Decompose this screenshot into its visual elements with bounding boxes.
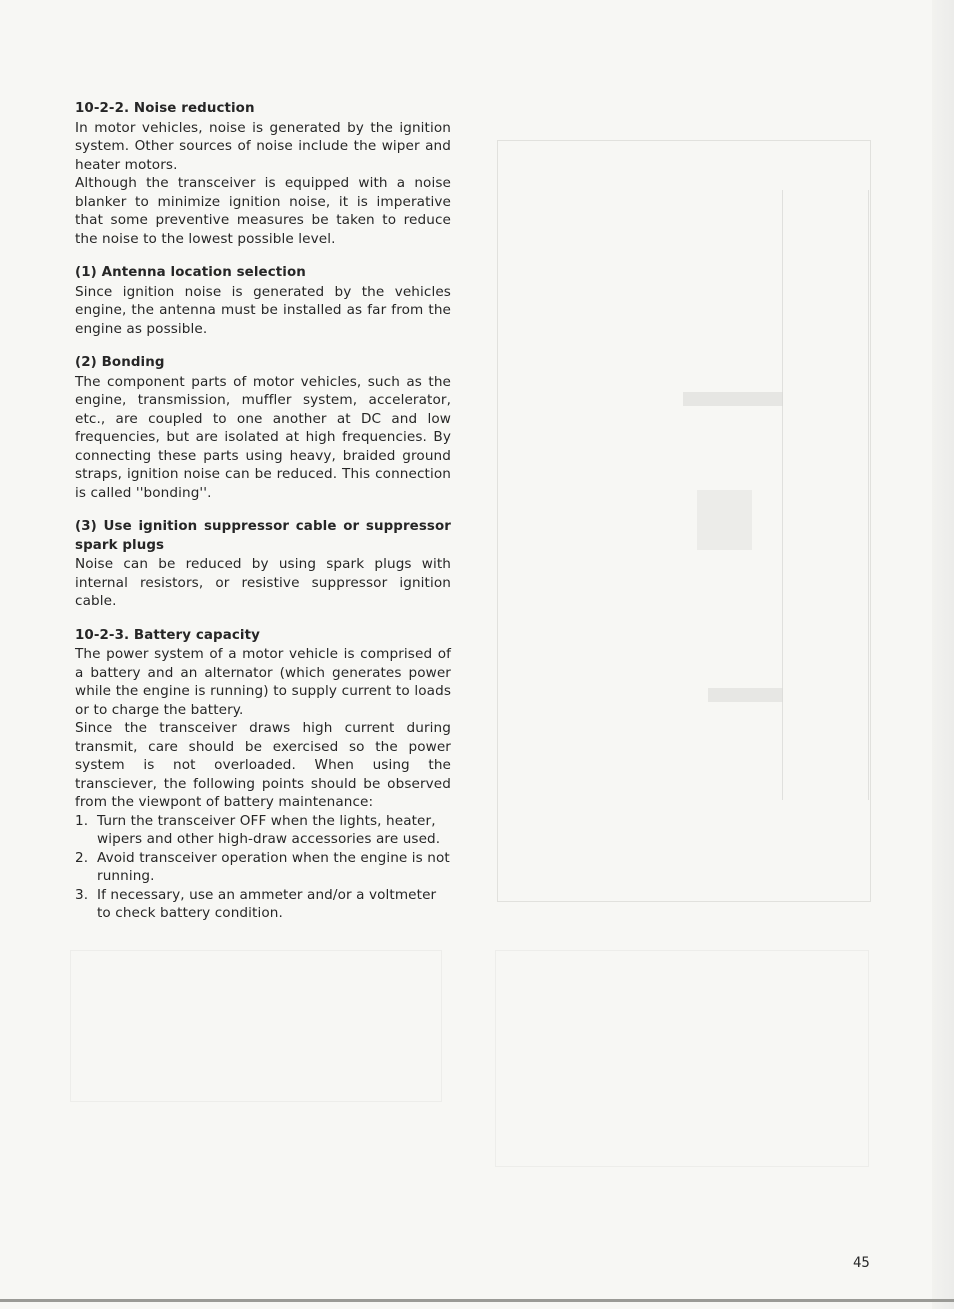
paragraph: Noise can be reduced by using spark plugs with internal resistors, or resistive suppressor ignition cable. [75, 556, 451, 609]
section-suppressor [75, 518, 451, 611]
bleed-through-notes-block [70, 950, 442, 1102]
bleed-through-shade-2 [697, 490, 752, 550]
section-battery-capacity [75, 627, 451, 923]
section-heading: 10-2-3. Battery capacity [75, 627, 260, 643]
page-number: 45 [853, 1255, 870, 1271]
paragraph: The power system of a motor vehicle is comprised of a battery and an alternator (which generates power while the engine is running) to supply current to loads or to charge the battery. [75, 646, 451, 718]
list-number: 2. [75, 849, 89, 866]
section-heading: 10-2-2. Noise reduction [75, 101, 255, 116]
bleed-through-text-block [495, 950, 869, 1167]
section-noise-reduction [75, 100, 451, 248]
section-bonding [75, 354, 451, 502]
list-item [75, 886, 451, 923]
list-item [75, 849, 451, 886]
paragraph: In motor vehicles, noise is generated by the ignition system. Other sources of noise include the wiper and heater motors. [75, 119, 451, 173]
battery-points-list [75, 812, 451, 923]
page-edge-shadow [932, 0, 954, 1309]
bleed-through-column-1 [782, 190, 869, 800]
list-number: 1. [75, 812, 89, 829]
section-antenna-location [75, 264, 451, 338]
paragraph: Since ignition noise is generated by the vehicles engine, the antenna must be installed as far from the engine as possible. [75, 283, 451, 337]
paragraph: Since the transceiver draws high current during transmit, care should be exercised so the power system is not overloaded. When using the transciever, the following points should be observed from the viewpont of battery maintenance: [75, 720, 451, 810]
bleed-through-shade-1 [683, 392, 783, 406]
list-number: 3. [75, 886, 89, 903]
paragraph: The component parts of motor vehicles, such as the engine, transmission, muffler system, accelerator, etc., are coupled to one another at DC and low frequencies, but are isolated at high frequencies. By connecting these parts using heavy, braided ground straps, ignition noise can be reduced. This connection is called ''bonding''. [75, 373, 451, 501]
text-column [75, 100, 451, 939]
paragraph: Although the transceiver is equipped with a noise blanker to minimize ignition noise, it is imperative that some preventive measures be taken to reduce the noise to the lowest possible level. [75, 175, 451, 247]
bleed-through-shade-3 [708, 688, 783, 702]
list-text: Avoid transceiver operation when the engine is not running. [97, 849, 450, 884]
list-item [75, 812, 451, 849]
section-heading: (1) Antenna location selection [75, 265, 306, 280]
section-heading: (2) Bonding [75, 355, 165, 370]
page-bottom-edge [0, 1299, 954, 1302]
list-text: If necessary, use an ammeter and/or a voltmeter to check battery condition. [97, 886, 437, 921]
list-text: Turn the transceiver OFF when the lights, heater, wipers and other high-draw accessories are used. [97, 812, 441, 847]
section-heading: (3) Use ignition suppressor cable or suppressor spark plugs [75, 519, 451, 553]
